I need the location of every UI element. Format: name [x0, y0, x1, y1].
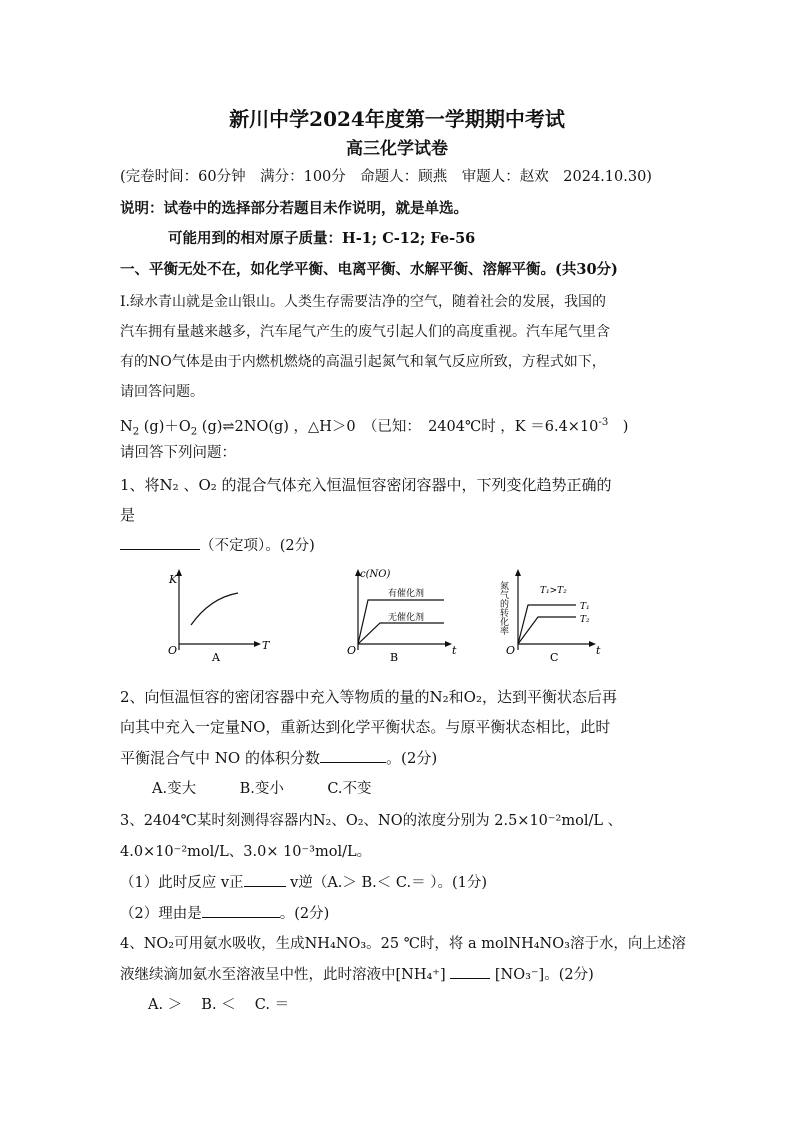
- question-3-sub-2-suffix: 。(2分): [279, 906, 330, 922]
- answer-blank-q1[interactable]: [120, 535, 200, 550]
- exam-note: 说明：试卷中的选择部分若题目未作说明，就是单选。: [120, 200, 468, 217]
- graph-a-caption: A: [212, 651, 220, 664]
- equation-given: （已知： 2404℃时 ，K ＝6.4×10: [370, 418, 599, 435]
- question-1-suffix: （不定项）。(2分): [200, 538, 315, 554]
- question-2-suffix: 。(2分): [385, 749, 438, 767]
- graph-c-caption: C: [550, 651, 559, 664]
- question-1-line-3: [120, 535, 315, 556]
- question-2-prefix: 平衡混合气中 NO 的体积分数: [120, 749, 320, 767]
- graph-b: [344, 565, 464, 669]
- question-2-line-1: 2、向恒温恒容的密闭容器中充入等物质的量的N₂和O₂，达到平衡状态后再: [120, 688, 617, 706]
- graph-b-caption: B: [390, 651, 399, 664]
- answer-blank-q2[interactable]: [320, 748, 386, 763]
- graph-b-ylabel: c(NO): [360, 569, 391, 580]
- question-3-sub-2-prefix: （2）理由是: [120, 906, 202, 922]
- question-4-options: A. ＞ B. ＜ C. ＝: [148, 997, 290, 1013]
- exam-info: (完卷时间：60分钟 满分：100分 命题人：顾燕 审题人：赵欢 2024.10.30): [120, 169, 652, 185]
- graph-b-xlabel: t: [452, 644, 457, 657]
- intro-line-2: 汽车拥有量越来越多，汽车尾气产生的废气引起人们的高度重视。汽车尾气里含: [120, 324, 610, 340]
- graph-b-origin: O: [347, 644, 357, 657]
- graph-a-xlabel: T: [262, 639, 270, 652]
- question-3-sub-1-suffix: v逆（A.＞ B.＜ C.＝ ）。(1分): [285, 875, 487, 891]
- question-3-sub-1-prefix: （1）此时反应 v正: [120, 875, 244, 891]
- graph-c-curve2: T₂: [580, 615, 590, 625]
- question-4-line-1: 4、NO₂可用氨水吸收，生成NH₄NO₃。25 ℃时，将 a molNH₄NO₃溶于水，向上述溶: [120, 936, 686, 952]
- graph-b-curve1: 有催化剂: [388, 589, 425, 599]
- answer-blank-q3-1[interactable]: [244, 872, 286, 887]
- graph-b-curve2: 无催化剂: [388, 613, 425, 623]
- page-subtitle: 高三化学试卷: [346, 139, 448, 159]
- intro-line-1: Ⅰ.绿水青山就是金山银山。人类生存需要洁净的空气，随着社会的发展，我国的: [120, 294, 606, 310]
- equation-exponent: -3: [598, 417, 609, 428]
- question-3-sub-1: [120, 872, 487, 893]
- reaction-equation: $N_2$ $(g)+O_2$ (g)⇌2NO(g) ，△H＞0 （已知： 2404℃时 ，$K =6.4\times 10^{-3}$ ): [120, 417, 629, 438]
- graph-c-condition: T₁>T₂: [540, 586, 567, 596]
- intro-line-4: 请回答问题。: [120, 384, 204, 400]
- question-2-line-2: 向其中充入一定量NO，重新达到化学平衡状态。与原平衡状态相比，此时: [120, 718, 611, 736]
- question-4-suffix: [NO₃⁻]。(2分): [490, 967, 594, 983]
- page-title: 新川中学2024年度第一学期期中考试: [229, 107, 565, 131]
- atomic-mass-line: 可能用到的相对原子质量：H-1; C-12; Fe-56: [168, 230, 476, 247]
- question-3-line-1: 3、2404℃某时刻测得容器内N₂、O₂、NO的浓度分别为 2.5×10⁻²mol/L 、: [120, 813, 623, 829]
- question-3-line-2: 4.0×10⁻²mol/L、3.0× 10⁻³mol/L。: [120, 844, 372, 860]
- graph-c-curve1: T₁: [580, 602, 590, 612]
- question-1-line-1: 1、将N₂ 、O₂ 的混合气体充入恒温恒容密闭容器中，下列变化趋势正确的: [120, 476, 612, 494]
- graph-c-origin: O: [506, 644, 516, 657]
- question-3-sub-2: [120, 903, 329, 924]
- question-4-line-2: [120, 964, 594, 985]
- section-heading: 一、平衡无处不在，如化学平衡、电离平衡、水解平衡、溶解平衡。(共30分): [120, 261, 618, 278]
- graph-a-ylabel: K: [169, 573, 178, 586]
- graph-c: [500, 565, 610, 669]
- graph-c-ylabel: 氮气的转化率: [498, 581, 508, 635]
- question-2-line-3: [120, 748, 437, 768]
- answer-blank-q4[interactable]: [450, 964, 490, 979]
- please-answer: 请回答下列问题：: [120, 445, 236, 461]
- answer-blank-q3-2[interactable]: [202, 903, 280, 918]
- intro-line-3: 有的NO气体是由于内燃机燃烧的高温引起氮气和氧气反应所致，方程式如下，: [120, 354, 606, 370]
- question-2-options: A.变大 B.变小 C.不变: [152, 781, 372, 797]
- question-1-line-2: 是: [120, 506, 136, 524]
- graph-a-origin: O: [168, 644, 178, 657]
- graph-a: [165, 565, 280, 669]
- question-4-prefix: 液继续滴加氨水至溶液呈中性，此时溶液中[NH₄⁺]: [120, 967, 451, 983]
- graph-c-xlabel: t: [596, 644, 601, 657]
